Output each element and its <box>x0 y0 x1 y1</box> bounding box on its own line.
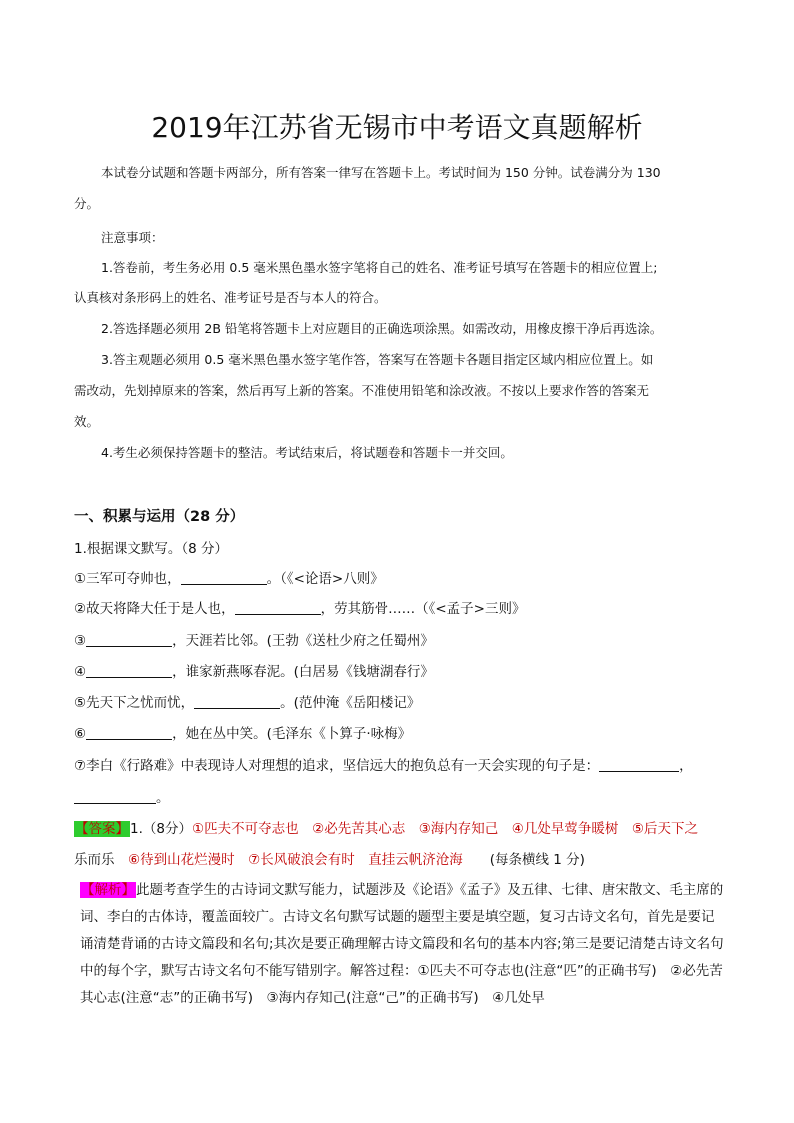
recite-item-7-post: 。 <box>156 790 170 806</box>
page-title: 2019年江苏省无锡市中考语文真题解析 <box>151 111 643 144</box>
recite-item-6-pre: ⑥ <box>74 726 87 742</box>
recite-item-1-post: 。（《<论语>八则》 <box>266 571 384 587</box>
recite-item-3-post: ，天涯若比邻。(王勃《送杜少府之任蜀州》 <box>172 633 434 649</box>
answer-score-note: (每条横线 1 分) <box>462 852 585 868</box>
answer-blank[interactable] <box>181 570 267 585</box>
recite-item-6 <box>74 723 411 745</box>
notice-item-1-line-1: 1.答卷前，考生务必用 0.5 毫米黑色墨水签字笔将自己的姓名、准考证号填写在答题卡的相应位置上; <box>101 260 658 275</box>
recite-item-3 <box>74 630 434 652</box>
notice-heading: 注意事项： <box>101 230 164 245</box>
recite-item-1 <box>74 568 384 590</box>
answer-text-2a: 乐而乐 <box>74 852 115 868</box>
analysis-tag: 【解析】 <box>81 882 135 898</box>
recite-item-4 <box>74 661 434 683</box>
recite-item-2-pre: ②故天将降大任于是人也， <box>74 601 235 617</box>
notice-item-2: 2.答选择题必须用 2B 铅笔将答题卡上对应题目的正确选项涂黑。如需改动，用橡皮擦干净后再选涂。 <box>101 321 663 336</box>
answer-blank[interactable] <box>235 600 321 615</box>
recite-item-5-post: 。(范仲淹《岳阳楼记》 <box>280 695 421 711</box>
answer-tag: 【答案】 <box>75 821 129 837</box>
recite-item-5 <box>74 692 420 714</box>
answer-blank[interactable] <box>194 694 280 709</box>
recite-item-1-pre: ①三军可夺帅也， <box>74 571 181 587</box>
intro-line-2: 分。 <box>74 196 100 211</box>
answer-text-1: ①匹夫不可夺志也 ②必先苦其心志 ③海内存知己 ④几处早莺争暖树 ⑤后天下之 <box>191 821 698 837</box>
intro-line-1: 本试卷分试题和答题卡两部分，所有答案一律写在答题卡上。考试时间为 150 分钟。试卷满分为 130 <box>101 165 661 180</box>
analysis-text: 此题考查学生的古诗词文默写能力，试题涉及《论语》《孟子》及五律、七律、唐宋散文、毛主席的词、李白的古体诗，覆盖面较广。古诗文名句默写试题的题型主要是填空题，复习古诗文名句，首先是要记诵清楚背诵的古诗文篇段和名句;其次是要正确理解古诗文篇段和名句的基本内容;第三是要记清楚古诗文名句中的每个字，默写古诗文名句不能写错别字。解答过程：①匹夫不可夺志也(注意“匹”的正确书写) ②必先苦其心志(注意“志”的正确书写) ③海内存知己(注意“己”的正确书写) ④几处早 <box>80 882 724 1006</box>
notice-item-3-line-1: 3.答主观题必须用 0.5 毫米黑色墨水签字笔作答，答案写在答题卡各题目指定区域内相应位置上。如 <box>101 352 654 367</box>
notice-item-4: 4.考生必须保持答题卡的整洁。考试结束后，将试题卷和答题卡一并交回。 <box>101 445 513 460</box>
answer-blank[interactable] <box>86 632 172 647</box>
notice-item-1-line-2: 认真核对条形码上的姓名、准考证号是否与本人的符合。 <box>74 290 387 305</box>
section-heading: 一、积累与运用（28 分） <box>74 509 245 525</box>
question-1-label: 1.根据课文默写。（8 分） <box>74 541 229 557</box>
answer-lead: 1.（8分） <box>130 821 192 837</box>
notice-item-3-line-2: 需改动，先划掉原来的答案，然后再写上新的答案。不准使用铅笔和涂改液。不按以上要求作答的答案无 <box>74 383 650 398</box>
answer-line-1 <box>74 818 698 840</box>
recite-item-4-post: ，谁家新燕啄春泥。(白居易《钱塘湖春行》 <box>172 664 434 680</box>
answer-blank[interactable] <box>74 789 156 804</box>
recite-item-6-post: ，她在丛中笑。(毛泽东《卜算子·咏梅》 <box>172 726 412 742</box>
answer-blank[interactable] <box>86 725 172 740</box>
answer-blank[interactable] <box>599 757 679 772</box>
notice-item-3-line-3: 效。 <box>74 414 100 429</box>
recite-item-4-pre: ④ <box>74 664 87 680</box>
recite-item-7-cont <box>74 787 170 809</box>
analysis-paragraph <box>80 877 724 1012</box>
answer-blank[interactable] <box>86 663 172 678</box>
recite-item-7 <box>74 755 693 777</box>
recite-item-2 <box>74 598 525 620</box>
answer-line-2 <box>74 849 585 871</box>
recite-item-2-post: ，劳其筋骨……（《<孟子>三则》 <box>320 601 526 617</box>
answer-text-2b: ⑥待到山花烂漫时 ⑦长风破浪会有时 直挂云帆济沧海 <box>114 852 463 868</box>
recite-item-7-mid: ， <box>679 758 693 774</box>
recite-item-7-pre: ⑦李白《行路难》中表现诗人对理想的追求，坚信远大的抱负总有一天会实现的句子是： <box>74 758 600 774</box>
recite-item-5-pre: ⑤先天下之忧而忧， <box>74 695 195 711</box>
recite-item-3-pre: ③ <box>74 633 87 649</box>
